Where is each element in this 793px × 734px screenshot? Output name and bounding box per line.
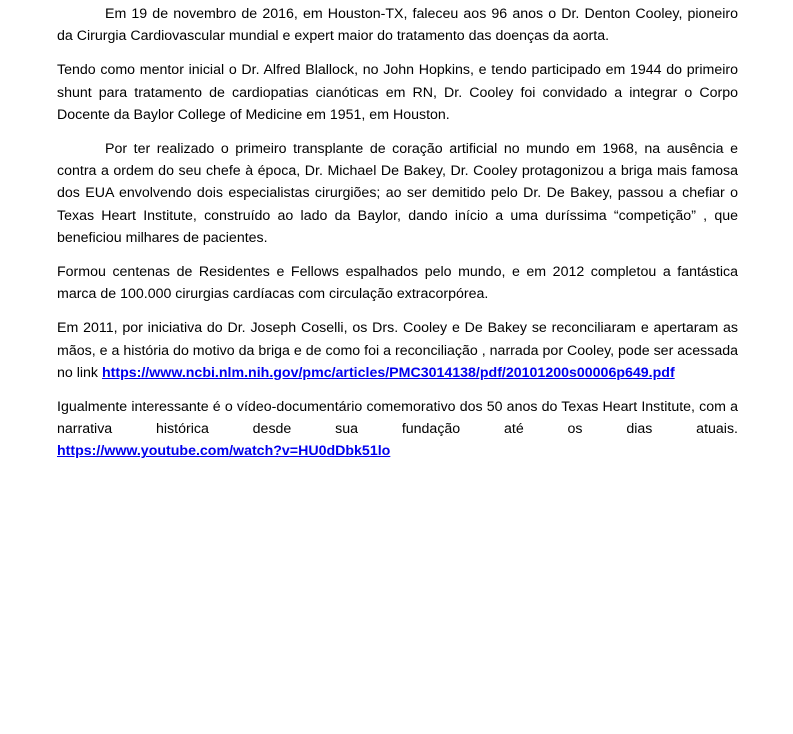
youtube-video-link[interactable]: https://www.youtube.com/watch?v=HU0dDbk51lo [57, 443, 391, 460]
paragraph-text: Em 19 de novembro de 2016, em Houston-TX, faleceu aos 96 anos o Dr. Denton Cooley, pioneiro da Cirurgia Cardiovascular mundial e expert maior do tratamento das doenças da aorta. [57, 6, 738, 45]
paragraph-reconciliation [57, 317, 738, 384]
paragraph-text: Tendo como mentor inicial o Dr. Alfred Blallock, no John Hopkins, e tendo participado em 1944 do primeiro shunt para tratamento de cardiopatias cianóticas em RN, Dr. Cooley foi convidado a integrar o Corpo Docente da Baylor College of Medicine em 1951, em Houston. [57, 62, 738, 123]
paragraph-text: Por ter realizado o primeiro transplante de coração artificial no mundo em 1968, na ausência e contra a ordem do seu chefe à época, Dr. Michael De Bakey, Dr. Cooley protagonizou a briga mais famosa dos EUA envolvendo dois especialistas cirurgiões; ao ser demitido pelo Dr. De Bakey, passou a chefiar o Texas Heart Institute, construído ao lado da Baylor, dando início a uma duríssima “competição” , que beneficiou milhares de pacientes. [57, 141, 738, 246]
paragraph-documentary [57, 396, 738, 463]
paragraph-cooley-death [57, 3, 738, 47]
paragraph-residents [57, 261, 738, 305]
paragraph-text: Formou centenas de Residentes e Fellows espalhados pelo mundo, e em 2012 completou a fantástica marca de 100.000 cirurgias cardíacas com circulação extracorpórea. [57, 264, 738, 303]
paragraph-text: Em 2011, por iniciativa do Dr. Joseph Coselli, os Drs. Cooley e De Bakey se reconciliaram e apertaram as mãos, e a história do motivo da briga e de como foi a reconciliação , narrada por Cooley, pode ser acessada no link [57, 320, 738, 381]
paragraph-artificial-heart [57, 138, 738, 249]
document-page [57, 3, 738, 475]
paragraph-text: Igualmente interessante é o vídeo-documentário comemorativo dos 50 anos do Texas Heart Institute, com a narrativa histórica desde sua fundação até os dias atuais. [57, 399, 738, 438]
paragraph-mentor [57, 59, 738, 126]
ncbi-article-link[interactable]: https://www.ncbi.nlm.nih.gov/pmc/articles/PMC3014138/pdf/20101200s00006p649.pdf [101, 364, 675, 381]
